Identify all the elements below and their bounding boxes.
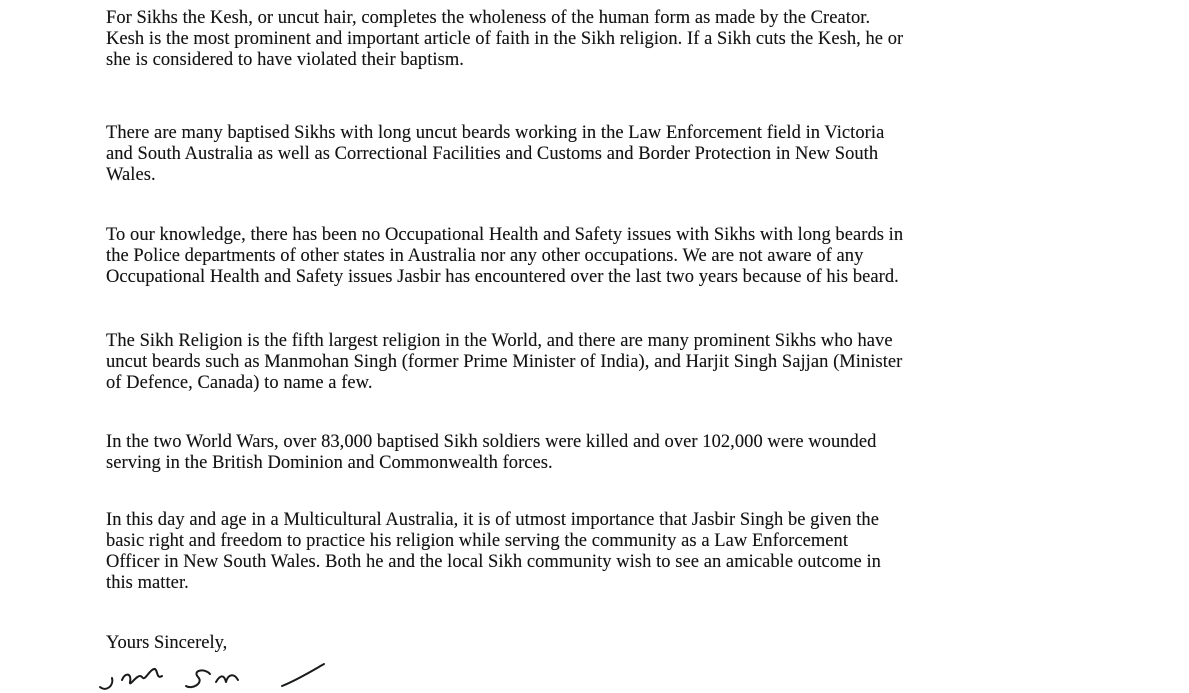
paragraph-kesh: For Sikhs the Kesh, or uncut hair, completes the wholeness of the human form as made by the Creator. Kesh is the most prominent and important article of faith in the Sikh religion. If a Sikh cuts the Kesh, he or she is considered to have violated their baptism.	[106, 8, 904, 70]
paragraph-world-wars: In the two World Wars, over 83,000 baptised Sikh soldiers were killed and over 102,000 were wounded serving in the British Dominion and Commonwealth forces.	[106, 432, 877, 473]
paragraph-law-enforcement: There are many baptised Sikhs with long uncut beards working in the Law Enforcement field in Victoria and South Australia as well as Correctional Facilities and Customs and Border Protection in New South Wales.	[106, 123, 885, 185]
handwritten-signature	[92, 660, 332, 693]
paragraph-sikh-religion: The Sikh Religion is the fifth largest religion in the World, and there are many prominent Sikhs who have uncut beards such as Manmohan Singh (former Prime Minister of India), and Harjit Singh Sajjan (Minister of Defence, Canada) to name a few.	[106, 331, 903, 393]
paragraph-health-safety: To our knowledge, there has been no Occupational Health and Safety issues with Sikhs with long beards in the Police departments of other states in Australia nor any other occupations. We are not aware of any Occupational Health and Safety issues Jasbir has encountered over the last two years because of his beard.	[106, 225, 904, 287]
paragraph-multicultural-australia: In this day and age in a Multicultural Australia, it is of utmost importance that Jasbir Singh be given the basic right and freedom to practice his religion while serving the community as a Law Enforcement Officer in New South Wales. Both he and the local Sikh community wish to see an amicable outcome in this matter.	[106, 510, 881, 593]
closing-salutation: Yours Sincerely,	[106, 633, 228, 653]
